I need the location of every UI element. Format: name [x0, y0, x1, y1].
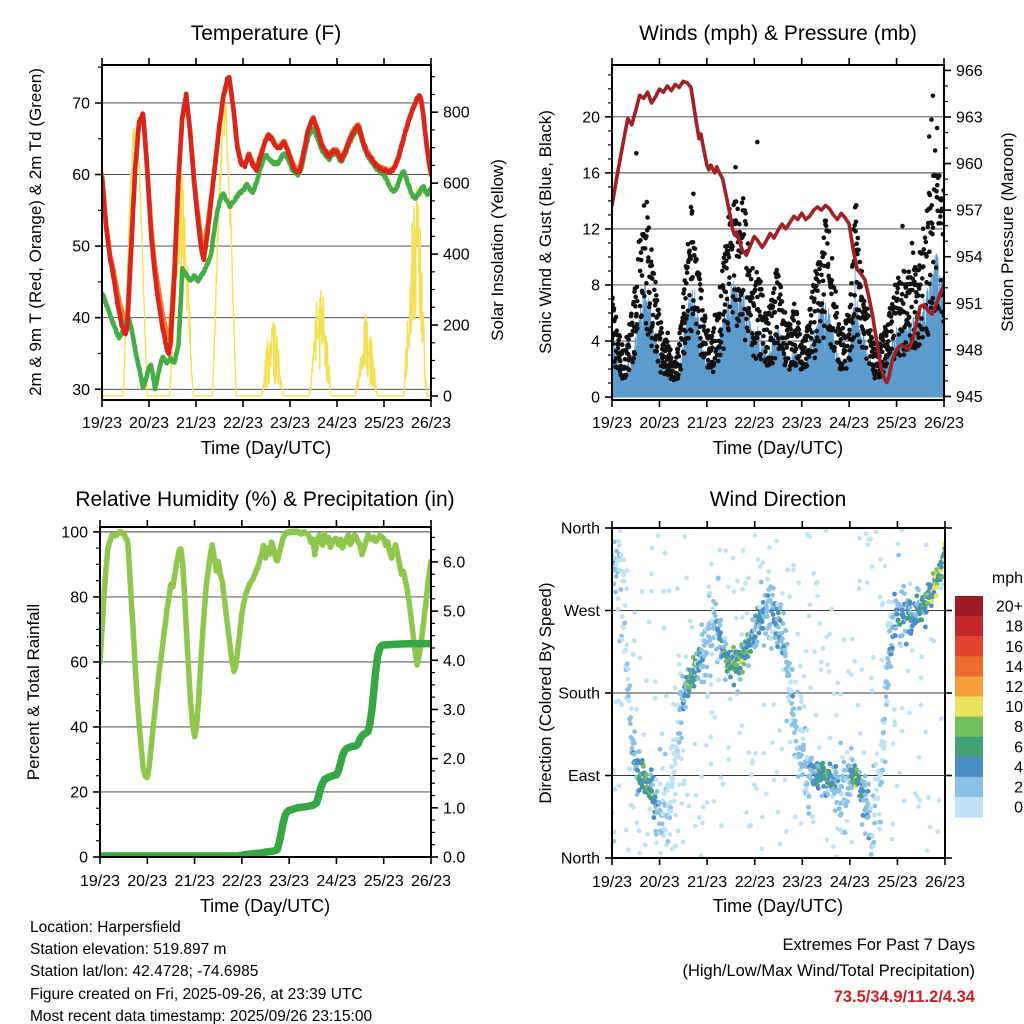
svg-text:70: 70: [72, 95, 90, 113]
svg-text:0: 0: [1014, 799, 1023, 817]
svg-text:10: 10: [1005, 699, 1023, 717]
svg-text:21/23: 21/23: [687, 874, 728, 891]
svg-text:25/23: 25/23: [363, 873, 404, 890]
svg-text:19/23: 19/23: [591, 415, 633, 432]
svg-text:20/23: 20/23: [128, 415, 170, 432]
svg-text:21/23: 21/23: [175, 415, 217, 432]
svg-text:2.0: 2.0: [443, 751, 466, 769]
svg-text:20/23: 20/23: [639, 415, 680, 432]
svg-text:25/23: 25/23: [876, 415, 917, 432]
svg-text:100: 100: [61, 524, 88, 542]
svg-text:23/23: 23/23: [269, 415, 311, 432]
direction-x-axis-label: Time (Day/UTC): [712, 896, 844, 916]
svg-text:23/23: 23/23: [782, 874, 823, 891]
svg-text:14: 14: [1005, 658, 1023, 676]
svg-text:6: 6: [1014, 739, 1023, 757]
svg-text:400: 400: [443, 246, 470, 264]
svg-text:19/23: 19/23: [79, 873, 121, 890]
figure-created-timestamp: Figure created on Fri, 2025-09-26, at 23:39 UTC: [30, 985, 363, 1003]
svg-text:4: 4: [591, 333, 600, 351]
svg-text:4: 4: [1014, 759, 1023, 777]
extremes-values: 73.5/34.9/11.2/4.34: [833, 988, 975, 1006]
svg-text:26/23: 26/23: [923, 415, 965, 432]
extremes-summary: [682, 932, 975, 1010]
svg-text:60: 60: [72, 167, 90, 185]
temperature-chart-title: Temperature (F): [190, 22, 342, 45]
svg-text:600: 600: [443, 175, 470, 193]
svg-text:22/23: 22/23: [221, 873, 262, 890]
svg-text:West: West: [563, 603, 600, 620]
winds-pressure-chart-title: Winds (mph) & Pressure (mb): [639, 22, 917, 45]
station-elevation: Station elevation: 519.897 m: [30, 941, 227, 959]
svg-text:23/23: 23/23: [269, 873, 310, 890]
svg-text:24/23: 24/23: [829, 874, 870, 891]
extremes-subtitle: (High/Low/Max Wind/Total Precipitation): [682, 962, 975, 980]
svg-text:12: 12: [1005, 678, 1023, 696]
svg-text:8: 8: [1014, 719, 1023, 737]
svg-text:0: 0: [443, 388, 452, 406]
svg-text:40: 40: [70, 719, 88, 737]
svg-text:1.0: 1.0: [443, 800, 466, 818]
svg-text:80: 80: [70, 589, 88, 607]
svg-text:966: 966: [956, 62, 983, 80]
temperature-left-axis-label: 2m & 9m T (Red, Orange) & 2m Td (Green): [26, 68, 45, 396]
svg-text:24/23: 24/23: [316, 415, 358, 432]
wind-direction-chart-title: Wind Direction: [709, 488, 847, 511]
svg-text:23/23: 23/23: [781, 415, 822, 432]
svg-text:20: 20: [582, 109, 600, 127]
humidity-x-axis-label: Time (Day/UTC): [199, 896, 331, 916]
svg-text:18: 18: [1005, 618, 1023, 636]
station-latlon: Station lat/lon: 42.4728; -74.6985: [30, 963, 259, 981]
svg-text:25/23: 25/23: [363, 415, 405, 432]
svg-text:951: 951: [956, 295, 983, 313]
most-recent-data-timestamp: Most recent data timestamp: 2025/09/26 23:15:00: [30, 1007, 373, 1024]
svg-text:22/23: 22/23: [734, 415, 775, 432]
svg-text:16: 16: [1005, 638, 1023, 656]
extremes-title: Extremes For Past 7 Days: [782, 936, 975, 954]
svg-text:8: 8: [591, 277, 600, 295]
svg-text:North: North: [560, 520, 600, 538]
svg-text:19/23: 19/23: [81, 415, 123, 432]
svg-text:3.0: 3.0: [443, 701, 466, 719]
svg-text:20: 20: [70, 784, 88, 802]
svg-text:40: 40: [72, 310, 90, 328]
svg-text:954: 954: [956, 249, 983, 267]
svg-text:East: East: [567, 768, 600, 785]
svg-text:0.0: 0.0: [443, 849, 466, 867]
direction-left-axis-label: Direction (Colored By Speed): [536, 582, 555, 804]
winds-x-axis-label: Time (Day/UTC): [712, 438, 844, 458]
svg-text:20+: 20+: [995, 598, 1023, 616]
svg-text:24/23: 24/23: [829, 415, 870, 432]
svg-text:0: 0: [591, 389, 600, 407]
svg-text:26/23: 26/23: [410, 415, 452, 432]
svg-text:30: 30: [72, 381, 90, 399]
humidity-left-axis-label: Percent & Total Rainfall: [24, 603, 43, 781]
svg-text:200: 200: [443, 317, 470, 335]
svg-text:26/23: 26/23: [410, 873, 452, 890]
svg-text:20/23: 20/23: [639, 874, 680, 891]
svg-text:North: North: [560, 850, 600, 868]
colorbar-title: mph: [991, 570, 1023, 587]
svg-text:22/23: 22/23: [222, 415, 264, 432]
svg-text:945: 945: [956, 388, 983, 406]
svg-text:5.0: 5.0: [443, 603, 466, 621]
svg-text:6.0: 6.0: [443, 554, 466, 572]
svg-text:960: 960: [956, 156, 983, 174]
svg-text:2: 2: [1014, 779, 1023, 797]
station-location: Location: Harpersfield: [30, 919, 181, 936]
temperature-x-axis-label: Time (Day/UTC): [200, 438, 332, 458]
svg-text:South: South: [558, 685, 600, 703]
svg-text:12: 12: [582, 221, 600, 239]
svg-text:963: 963: [956, 109, 983, 127]
svg-text:19/23: 19/23: [591, 874, 633, 891]
station-metadata: [30, 917, 372, 1024]
svg-text:20/23: 20/23: [127, 873, 168, 890]
svg-text:22/23: 22/23: [734, 874, 775, 891]
svg-text:16: 16: [582, 165, 600, 183]
svg-text:21/23: 21/23: [686, 415, 727, 432]
svg-text:25/23: 25/23: [877, 874, 918, 891]
svg-text:26/23: 26/23: [924, 874, 966, 891]
svg-text:24/23: 24/23: [316, 873, 357, 890]
solar-right-axis-label: Solar Insolation (Yellow): [488, 159, 507, 341]
svg-text:21/23: 21/23: [174, 873, 215, 890]
pressure-right-axis-label: Station Pressure (Maroon): [998, 132, 1017, 332]
svg-text:4.0: 4.0: [443, 652, 466, 670]
svg-text:948: 948: [956, 342, 983, 360]
svg-text:0: 0: [79, 849, 88, 867]
svg-text:50: 50: [72, 238, 90, 256]
humidity-precip-chart-title: Relative Humidity (%) & Precipitation (in): [75, 488, 455, 511]
svg-text:957: 957: [956, 202, 983, 220]
svg-text:800: 800: [443, 104, 470, 122]
wind-left-axis-label: Sonic Wind & Gust (Blue, Black): [536, 110, 555, 354]
svg-text:60: 60: [70, 654, 88, 672]
